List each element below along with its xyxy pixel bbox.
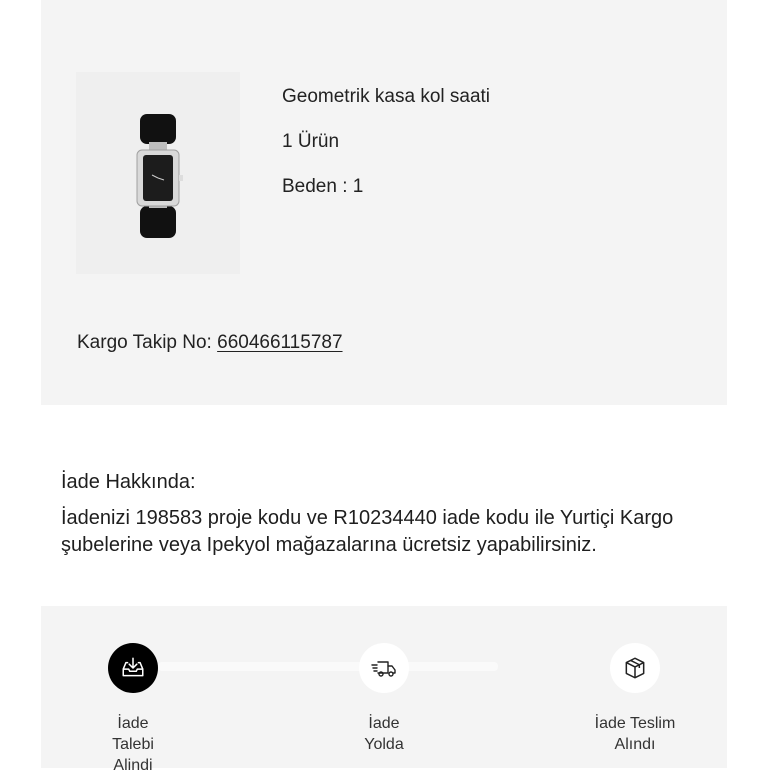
step-label: İade Yolda — [364, 715, 404, 753]
step-delivered — [560, 643, 710, 755]
product-name: Geometrik kasa kol saati — [282, 86, 491, 107]
delivery-truck-icon — [370, 656, 398, 680]
watch-image-icon — [76, 72, 240, 274]
tracking-number-link[interactable]: 660466115787 — [217, 332, 343, 353]
package-box-icon — [622, 655, 648, 681]
inbox-download-icon — [120, 655, 146, 681]
tracking-info — [77, 332, 343, 354]
step-circle — [108, 643, 158, 693]
step-in-transit — [309, 643, 459, 755]
step-label: İade Talebi Alindi — [112, 715, 154, 774]
product-image[interactable] — [76, 72, 240, 274]
tracking-label: Kargo Takip No: — [77, 332, 212, 353]
return-info-section — [61, 469, 721, 559]
step-label: İade Teslim Alındı — [594, 715, 676, 753]
return-info-body: İadenizi 198583 proje kodu ve R10234440 iade kodu ile Yurtiçi Kargo şubelerine veya Ipekyol mağazalarına ücretsiz yapabilirsiniz. — [61, 507, 674, 556]
return-info-title: İade Hakkında: — [61, 471, 196, 493]
product-quantity: 1 Ürün — [282, 131, 340, 152]
product-size: Beden : 1 — [282, 176, 364, 197]
step-circle — [610, 643, 660, 693]
product-info — [282, 86, 490, 221]
step-circle — [359, 643, 409, 693]
step-request-received — [58, 643, 208, 776]
